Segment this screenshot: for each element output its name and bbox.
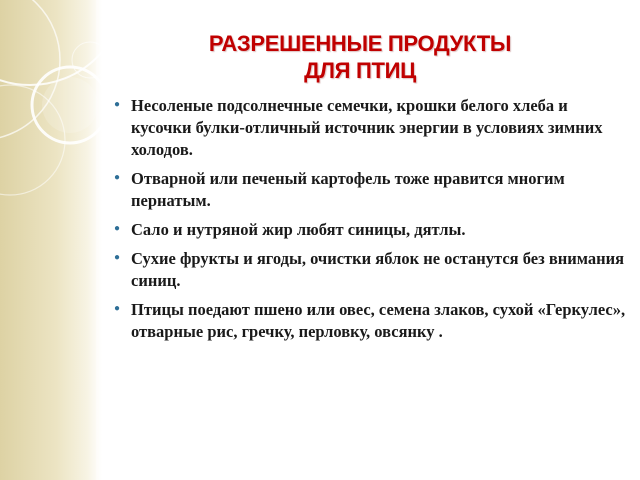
bullet-text: Отварной или печеный картофель тоже нравится многим пернатым. <box>131 169 565 210</box>
bullet-list <box>114 95 626 350</box>
bullet-text: Птицы поедают пшено или овес, семена злаков, сухой «Геркулес», отварные рис, гречку, перловку, овсянку . <box>131 300 626 341</box>
bullet-item <box>114 299 626 343</box>
title-line-1: РАЗРЕШЕННЫЕ ПРОДУКТЫ <box>208 31 512 56</box>
bullet-text: Несоленые подсолнечные семечки, крошки белого хлеба и кусочки булки-отличный источник энергии в условиях зимних холодов. <box>131 96 603 159</box>
bullet-icon: ● <box>114 252 121 263</box>
title-line-2: ДЛЯ ПТИЦ <box>304 58 416 83</box>
bullet-item <box>114 248 626 292</box>
decorative-side-band <box>0 0 102 480</box>
decorative-circles-graphic <box>0 0 102 480</box>
bullet-item <box>114 168 626 212</box>
bullet-icon: ● <box>114 172 121 183</box>
bullet-text: Сало и нутряной жир любят синицы, дятлы. <box>131 220 466 239</box>
slide-title <box>120 30 600 84</box>
bullet-item <box>114 219 626 241</box>
bullet-icon: ● <box>114 303 121 314</box>
bullet-icon: ● <box>114 223 121 234</box>
bullet-item <box>114 95 626 161</box>
bullet-text: Сухие фрукты и ягоды, очистки яблок не останутся без внимания синиц. <box>131 249 625 290</box>
bullet-icon: ● <box>114 99 121 110</box>
